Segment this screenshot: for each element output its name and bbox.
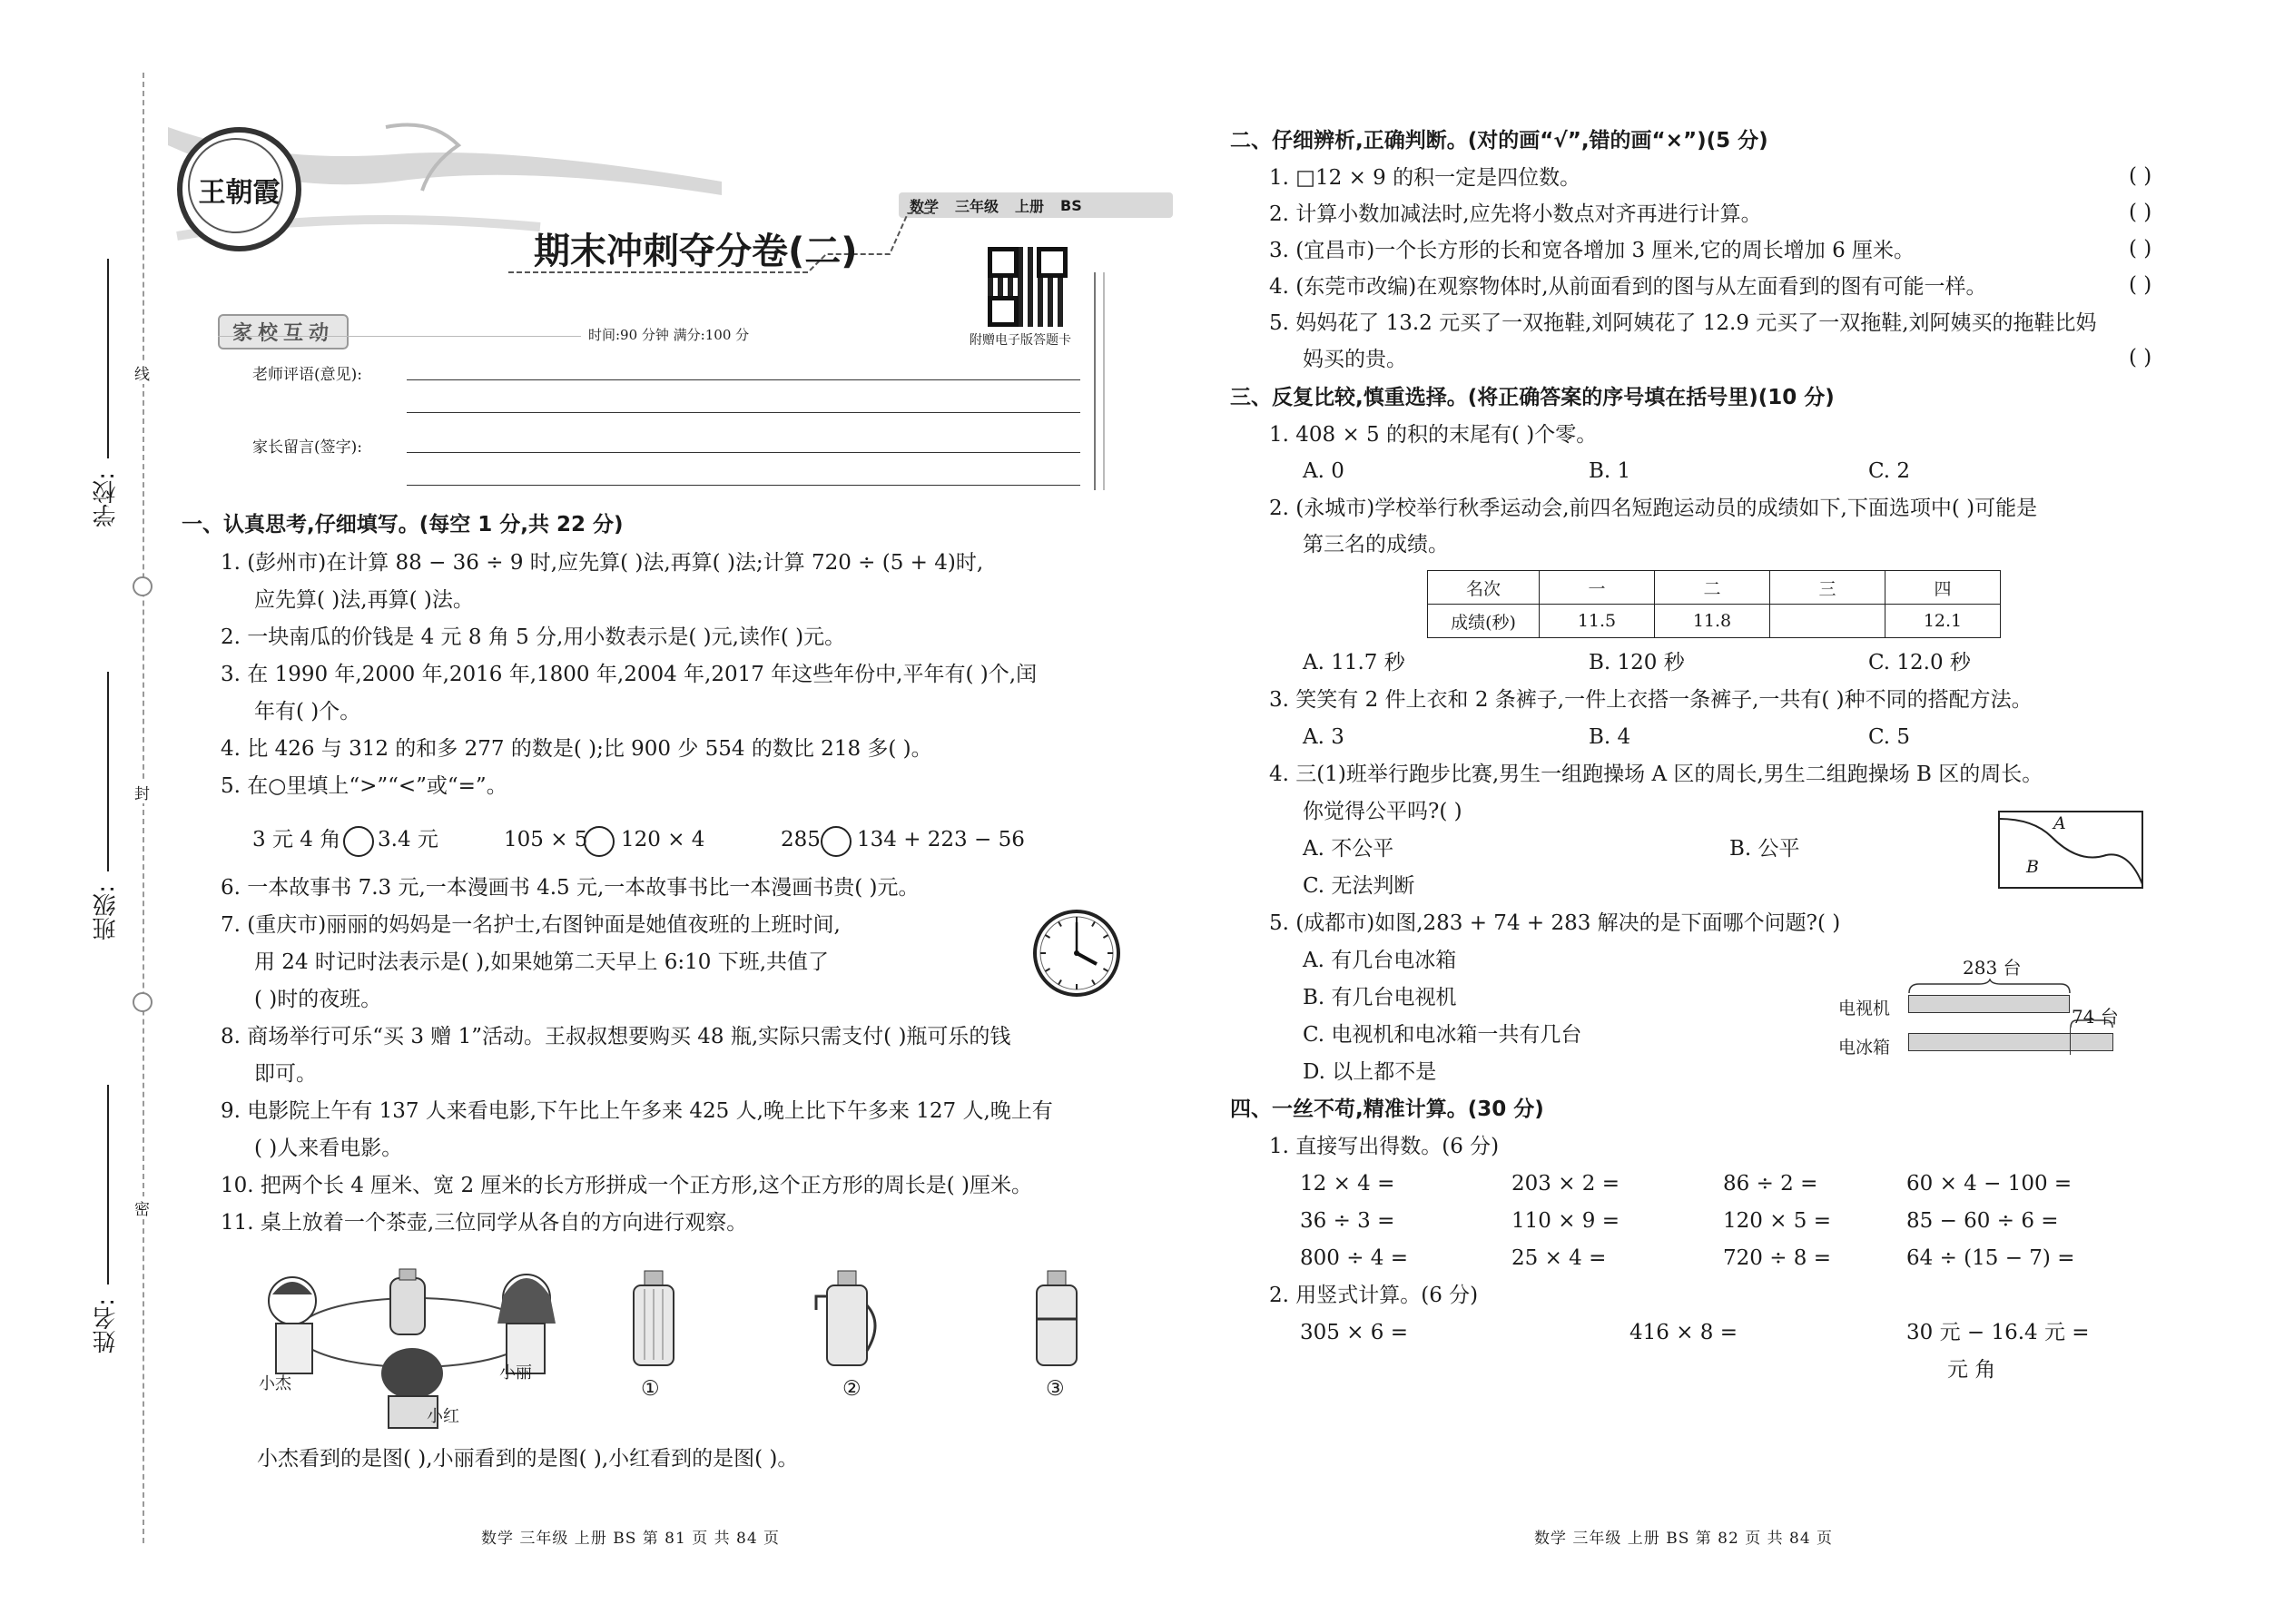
q9-line-2: ( )人来看电影。 bbox=[254, 1137, 403, 1160]
binding-hole-2 bbox=[133, 992, 153, 1012]
part-2-heading: 2. 用竖式计算。(6 分) bbox=[1269, 1284, 1479, 1307]
binding-mark-xian: 线 bbox=[134, 361, 150, 384]
judge-3-answer[interactable]: ( ) bbox=[2129, 237, 2152, 261]
q1-line-2: 应先算( )法,再算( )法。 bbox=[254, 588, 474, 612]
logo-inner-ring bbox=[188, 138, 283, 233]
view-label-2: ② bbox=[842, 1377, 861, 1401]
section-4-heading: 四、一丝不苟,精准计算。(30 分) bbox=[1230, 1097, 1544, 1121]
right-page-footer: 数学 三年级 上册 BS 第 82 页 共 84 页 bbox=[1534, 1530, 1834, 1548]
q5-circle-a[interactable] bbox=[343, 826, 374, 857]
table-cell: 三 bbox=[1770, 571, 1885, 605]
page-title: 期末冲刺夺分卷(二) bbox=[534, 231, 858, 272]
judge-5-line-2: 妈买的贵。 bbox=[1303, 348, 1407, 371]
choice-5: 5. (成都市)如图,283 + 74 + 283 解决的是下面哪个问题?( ) bbox=[1269, 911, 1841, 935]
calc-cell: 12 × 4 = bbox=[1300, 1172, 1395, 1196]
calc-cell: 36 ÷ 3 = bbox=[1300, 1209, 1395, 1233]
q5-item-a-left: 3 元 4 角 bbox=[252, 828, 341, 851]
choice-4-line-2: 你觉得公平吗?( ) bbox=[1303, 800, 1462, 823]
calc-cell: 203 × 2 = bbox=[1511, 1172, 1620, 1196]
vertical-calc-3-unit: 元 角 bbox=[1947, 1358, 1996, 1382]
calc-cell: 85 − 60 ÷ 6 = bbox=[1906, 1209, 2059, 1233]
q8-line-2: 即可。 bbox=[254, 1062, 317, 1086]
fridge-bar-label: 电冰箱 bbox=[1838, 1038, 1891, 1058]
calc-cell: 110 × 9 = bbox=[1511, 1209, 1620, 1233]
tag-grade: 三年级 bbox=[955, 197, 999, 215]
teapot-view-3 bbox=[1026, 1269, 1089, 1369]
tag-volume: 上册 bbox=[1015, 197, 1045, 215]
calc-cell: 25 × 4 = bbox=[1511, 1246, 1607, 1270]
choice-1-c: C. 2 bbox=[1868, 459, 1911, 483]
table-cell: 名次 bbox=[1428, 571, 1540, 605]
race-results-table bbox=[1427, 570, 2001, 638]
binding-mark-mi: 密 bbox=[134, 1196, 150, 1219]
class-field-line[interactable] bbox=[107, 672, 109, 871]
exam-time-info: 时间:90 分钟 满分:100 分 bbox=[588, 327, 750, 343]
school-field-line[interactable] bbox=[107, 259, 109, 458]
choice-2-a: A. 11.7 秒 bbox=[1303, 651, 1405, 674]
table-row bbox=[1428, 571, 2001, 605]
vertical-calc-2: 416 × 8 = bbox=[1629, 1321, 1738, 1344]
fridge-quantity-bar bbox=[1908, 1033, 2113, 1051]
header-box-right-edge bbox=[1094, 272, 1096, 490]
calc-cell: 120 × 5 = bbox=[1723, 1209, 1832, 1233]
parent-comment-line-2[interactable] bbox=[407, 485, 1080, 486]
kid-label-xiaoli: 小丽 bbox=[499, 1363, 532, 1383]
parent-comment-line-1[interactable] bbox=[407, 452, 1080, 453]
choice-3-c: C. 5 bbox=[1868, 725, 1911, 749]
header-box-right-edge-2 bbox=[1103, 272, 1105, 490]
bar-label-283: 283 台 bbox=[1963, 957, 2022, 979]
q5: 5. 在○里填上“>”“<”或“=”。 bbox=[221, 774, 507, 798]
fridge-bar-divider bbox=[2070, 1028, 2071, 1055]
q11: 11. 桌上放着一个茶壶,三位同学从各自的方向进行观察。 bbox=[221, 1211, 748, 1235]
q5-item-a-right: 3.4 元 bbox=[378, 828, 438, 851]
tag-subject: 数学 bbox=[910, 197, 940, 215]
table-cell: 成绩(秒) bbox=[1428, 605, 1540, 638]
bar-brace-283 bbox=[1908, 979, 2072, 995]
choice-4-a: A. 不公平 bbox=[1303, 837, 1394, 861]
name-field-line[interactable] bbox=[107, 1085, 109, 1284]
q3-line-1: 3. 在 1990 年,2000 年,2016 年,1800 年,2004 年,2017 年这些年份中,平年有( )个,闰 bbox=[221, 663, 1038, 686]
judge-4-answer[interactable]: ( ) bbox=[2129, 273, 2152, 297]
table-cell: 11.5 bbox=[1540, 605, 1655, 638]
name-label: 姓名: bbox=[93, 1298, 120, 1353]
calc-cell: 60 × 4 − 100 = bbox=[1906, 1172, 2072, 1196]
binding-hole-1 bbox=[133, 576, 153, 596]
logo-text: 王朝霞 bbox=[198, 176, 281, 209]
choice-5-d: D. 以上都不是 bbox=[1303, 1060, 1437, 1084]
section-1-heading: 一、认真思考,仔细填写。(每空 1 分,共 22 分) bbox=[182, 513, 624, 536]
choice-2-c: C. 12.0 秒 bbox=[1868, 651, 1971, 674]
q5-item-c-left: 285 bbox=[781, 828, 821, 851]
parent-comment-label: 家长留言(签字): bbox=[252, 438, 362, 457]
teapot-observation-illustration bbox=[256, 1251, 565, 1432]
tv-quantity-bar bbox=[1908, 995, 2070, 1013]
tag-edition: BS bbox=[1060, 196, 1082, 214]
choice-2-b: B. 120 秒 bbox=[1589, 651, 1685, 674]
judge-2-answer[interactable]: ( ) bbox=[2129, 201, 2152, 224]
choice-5-c: C. 电视机和电冰箱一共有几台 bbox=[1303, 1023, 1582, 1047]
class-label: 班级: bbox=[93, 885, 120, 940]
table-row bbox=[1428, 605, 2001, 638]
teapot-view-1 bbox=[626, 1269, 681, 1369]
q5-item-b-left: 105 × 5 bbox=[504, 828, 588, 851]
table-cell bbox=[1770, 605, 1885, 638]
qr-code[interactable] bbox=[988, 247, 1068, 327]
calc-cell: 64 ÷ (15 − 7) = bbox=[1906, 1246, 2075, 1270]
choice-1-b: B. 1 bbox=[1589, 459, 1631, 483]
teacher-comment-label: 老师评语(意见): bbox=[252, 366, 362, 384]
choice-4-line-1: 4. 三(1)班举行跑步比赛,男生一组跑操场 A 区的周长,男生二组跑操场 B 区的周长。 bbox=[1269, 763, 2043, 786]
choice-3-a: A. 3 bbox=[1303, 725, 1344, 749]
q10: 10. 把两个长 4 厘米、宽 2 厘米的长方形拼成一个正方形,这个正方形的周长是( )厘米。 bbox=[221, 1174, 1032, 1197]
q6: 6. 一本故事书 7.3 元,一本漫画书 4.5 元,一本故事书比一本漫画书贵( )元。 bbox=[221, 876, 920, 900]
q7-line-3: ( )时的夜班。 bbox=[254, 988, 382, 1011]
table-cell: 一 bbox=[1540, 571, 1655, 605]
home-school-rule bbox=[218, 336, 581, 337]
q7-line-2: 用 24 时记时法表示是( ),如果她第二天早上 6:10 下班,共值了 bbox=[254, 950, 830, 974]
choice-5-a: A. 有几台电冰箱 bbox=[1303, 949, 1457, 972]
bar-label-74: 74 台 bbox=[2072, 1006, 2119, 1028]
kid-label-xiaojie: 小杰 bbox=[259, 1374, 291, 1393]
area-a-label: A bbox=[2053, 813, 2066, 833]
judge-1-answer[interactable]: ( ) bbox=[2129, 164, 2152, 188]
teapot-view-2 bbox=[812, 1269, 885, 1369]
q3-line-2: 年有( )个。 bbox=[254, 700, 361, 723]
view-label-3: ③ bbox=[1046, 1377, 1065, 1401]
q2: 2. 一块南瓜的价钱是 4 元 8 角 5 分,用小数表示是( )元,读作( )元。 bbox=[221, 625, 846, 649]
judge-3: 3. (宜昌市)一个长方形的长和宽各增加 3 厘米,它的周长增加 6 厘米。 bbox=[1269, 239, 1915, 262]
section-2-heading: 二、仔细辨析,正确判断。(对的画“√”,错的画“×”)(5 分) bbox=[1230, 129, 1768, 153]
left-page-footer: 数学 三年级 上册 BS 第 81 页 共 84 页 bbox=[481, 1530, 781, 1548]
choice-3: 3. 笑笑有 2 件上衣和 2 条裤子,一件上衣搭一条裤子,一共有( )种不同的搭配方法。 bbox=[1269, 688, 2033, 712]
q5-circle-c[interactable] bbox=[821, 826, 852, 857]
calc-cell: 800 ÷ 4 = bbox=[1300, 1246, 1409, 1270]
teacher-comment-line-1[interactable] bbox=[407, 379, 1080, 380]
kid-label-xiaohong: 小红 bbox=[427, 1407, 459, 1426]
section-3-heading: 三、反复比较,慎重选择。(将正确答案的序号填在括号里)(10 分) bbox=[1230, 386, 1835, 409]
q7-line-1: 7. (重庆市)丽丽的妈妈是一名护士,右图钟面是她值夜班的上班时间, bbox=[221, 913, 841, 937]
choice-3-b: B. 4 bbox=[1589, 725, 1631, 749]
judge-4: 4. (东莞市改编)在观察物体时,从前面看到的图与从左面看到的图有可能一样。 bbox=[1269, 275, 1987, 299]
part-1-heading: 1. 直接写出得数。(6 分) bbox=[1269, 1135, 1500, 1158]
calc-cell: 86 ÷ 2 = bbox=[1723, 1172, 1818, 1196]
choice-2-line-1: 2. (永城市)学校举行秋季运动会,前四名短跑运动员的成绩如下,下面选项中( )可能是 bbox=[1269, 497, 2038, 520]
school-label: 学校: bbox=[93, 472, 120, 527]
judge-1: 1. □12 × 9 的积一定是四位数。 bbox=[1269, 166, 1581, 190]
table-cell: 11.8 bbox=[1655, 605, 1770, 638]
choice-2-line-2: 第三名的成绩。 bbox=[1303, 533, 1449, 556]
binding-mark-feng: 封 bbox=[134, 781, 150, 803]
area-b-label: B bbox=[2026, 857, 2039, 877]
judge-5-answer[interactable]: ( ) bbox=[2129, 346, 2152, 369]
choice-1-a: A. 0 bbox=[1303, 459, 1344, 483]
calc-cell: 720 ÷ 8 = bbox=[1723, 1246, 1832, 1270]
q9-line-1: 9. 电影院上午有 137 人来看电影,下午比上午多来 425 人,晚上比下午多来 127 人,晚上有 bbox=[221, 1099, 1053, 1123]
judge-2: 2. 计算小数加减法时,应先将小数点对齐再进行计算。 bbox=[1269, 202, 1762, 226]
choice-1: 1. 408 × 5 的积的末尾有( )个零。 bbox=[1269, 423, 1598, 447]
q1-line-1: 1. (彭州市)在计算 88 − 36 ÷ 9 时,应先算( )法,再算( )法;计算 720 ÷ (5 + 4)时, bbox=[221, 551, 984, 575]
subject-tag-bar bbox=[899, 192, 1173, 218]
clock-face bbox=[1031, 908, 1122, 999]
q5-circle-b[interactable] bbox=[584, 826, 615, 857]
q5-item-c-right: 134 + 223 − 56 bbox=[857, 828, 1025, 851]
qr-caption: 附赠电子版答题卡 bbox=[970, 333, 1071, 348]
teacher-comment-line-2[interactable] bbox=[407, 412, 1080, 413]
vertical-calc-1: 305 × 6 = bbox=[1300, 1321, 1409, 1344]
table-cell: 四 bbox=[1885, 571, 2001, 605]
tv-bar-label: 电视机 bbox=[1838, 999, 1891, 1019]
judge-5-line-1: 5. 妈妈花了 13.2 元买了一双拖鞋,刘阿姨花了 12.9 元买了一双拖鞋,刘阿姨买的拖鞋比妈 bbox=[1269, 311, 2097, 335]
home-school-badge: 家校互动 bbox=[218, 314, 349, 349]
playground-area-diagram bbox=[1997, 810, 2147, 891]
choice-4-c: C. 无法判断 bbox=[1303, 874, 1415, 898]
brand-logo bbox=[177, 127, 301, 251]
binding-dashed-line bbox=[143, 73, 144, 1543]
q4: 4. 比 426 与 312 的和多 277 的数是( );比 900 少 554 的数比 218 多( )。 bbox=[221, 737, 932, 761]
table-cell: 12.1 bbox=[1885, 605, 2001, 638]
choice-4-b: B. 公平 bbox=[1729, 837, 1800, 861]
q8-line-1: 8. 商场举行可乐“买 3 赠 1”活动。王叔叔想要购买 48 瓶,实际只需支付( )瓶可乐的钱 bbox=[221, 1025, 1011, 1048]
table-cell: 二 bbox=[1655, 571, 1770, 605]
q5-item-b-right: 120 × 4 bbox=[621, 828, 705, 851]
vertical-calc-3: 30 元 − 16.4 元 = bbox=[1906, 1321, 2090, 1344]
choice-5-b: B. 有几台电视机 bbox=[1303, 986, 1457, 1009]
q11-answer-line: 小杰看到的是图( ),小丽看到的是图( ),小红看到的是图( )。 bbox=[257, 1447, 799, 1471]
view-label-1: ① bbox=[641, 1377, 660, 1401]
